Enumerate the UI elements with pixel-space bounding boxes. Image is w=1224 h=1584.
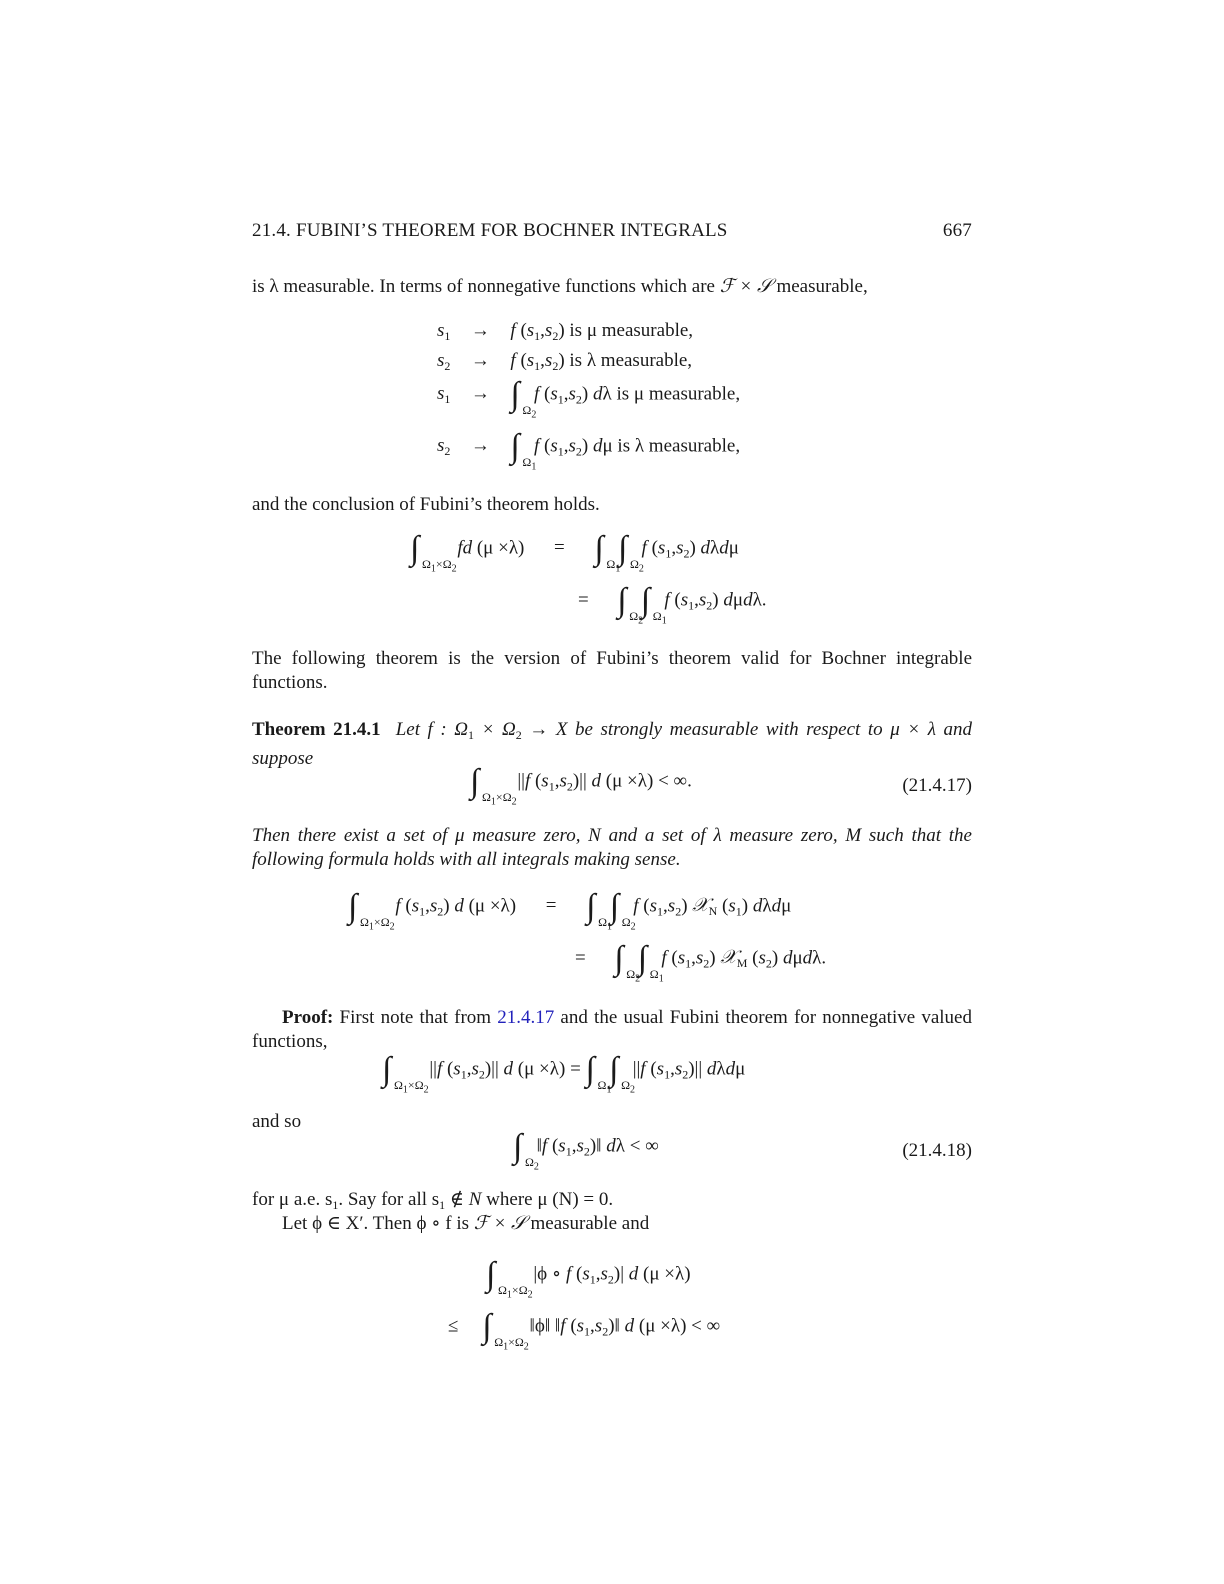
and-so-text: and so — [252, 1111, 302, 1132]
running-header — [252, 220, 972, 242]
theorem-equation-line-1: ∫ $\Omega_1\times\Omega_2$ f $(s_1,s_2)$ d (μ ×λ) = ∫ $\Omega_1$ ∫ $\Omega_2$ f $(s_1,s_2)$ 𝒳$_N$ $(s_1)$ dλdμ — [348, 888, 792, 933]
list-row-4: $s_2$ → ∫ $\Omega_1$ f $(s_1,s_2)$ dμ is λ measurable, — [437, 428, 741, 473]
theorem-label: Theorem 21.4.1 — [252, 719, 381, 740]
measurable-and-text: measurable and — [525, 1213, 650, 1234]
equation-21-4-18: ∫ $\Omega_2$ ‖f $(s_1,s_2)‖$ dλ < ∞ — [513, 1128, 659, 1173]
theorem-then-text: Then there exist a set of μ measure zero, N and a set of λ measure zero, M such that the following formula holds with all integrals making sense. — [252, 825, 972, 870]
let-line-text: Let ϕ ∈ X′. Then ϕ ∘ f is — [282, 1213, 474, 1234]
paragraph-intro — [252, 275, 972, 299]
fubini-equation-line-1: ∫ $\Omega_1\times\Omega_2$ fd (μ ×λ) = ∫ $\Omega_1$ ∫ $\Omega_2$ f $(s_1,s_2)$ dλdμ — [410, 530, 739, 575]
list-row-2: $s_2 \to f$ $(s_1,s_2)$ is λ measurable, — [437, 350, 693, 373]
proof-paragraph — [252, 1006, 972, 1054]
section-title: 21.4. FUBINI’S THEOREM FOR BOCHNER INTEGRALS — [252, 220, 728, 241]
theorem-statement: Theorem 21.4.1 Let f : $\Omega_1 \times \Omega_2 \to X$ be strongly measurable with respect to μ × λ and suppose — [252, 719, 972, 769]
paragraph-conclusion: and the conclusion of Fubini’s theorem holds. — [252, 494, 600, 515]
list-row-1-text: is μ measurable, — [569, 320, 694, 341]
proof-equation-2-line-1: ∫ $\Omega_1\times\Omega_2$ |ϕ ∘ f $(s_1,s_2)|$ d (μ ×λ) — [486, 1256, 691, 1301]
proof-text-a: First note that from — [333, 1007, 498, 1028]
equation-21-4-17: ∫ $\Omega_1\times\Omega_2$ ||f $(s_1,s_2)||$ d (μ ×λ) < ∞. — [470, 763, 692, 808]
equation-ref-link[interactable]: 21.4.17 — [497, 1007, 555, 1028]
list-row-4-text: is λ measurable, — [617, 435, 741, 457]
proof-equation-1: ∫ $\Omega_1\times\Omega_2$ ||f $(s_1,s_2)||$ d (μ ×λ) = ∫ $\Omega_1$ ∫ $\Omega_2$ ||f $(s_1,s_2)||$ dλdμ — [382, 1051, 746, 1096]
where-text: where μ (N) = 0. — [481, 1189, 614, 1210]
list-row-1: $s_1 \to f$ $(s_1,s_2)$ is μ measurable, — [437, 320, 694, 343]
sigma-algebra-product-2: ℱ × 𝒮 — [473, 1213, 526, 1234]
for-line-text: for μ a.e. s — [252, 1189, 333, 1210]
proof-equation-2-line-2: ≤ ∫ $\Omega_1\times\Omega_2$ ‖ϕ‖ ‖f $(s_1,s_2)‖$ d (μ ×λ) < ∞ — [448, 1308, 721, 1353]
list-row-3-text: is μ measurable, — [616, 383, 741, 405]
list-row-2-text: is λ measurable, — [569, 350, 693, 371]
theorem-text-b: be strongly measurable with respect to μ × λ and suppose — [252, 719, 972, 769]
theorem-text-a: Let f : Ω — [395, 719, 469, 740]
theorem-equation-line-2: = ∫ $\Omega_2$ ∫ $\Omega_1$ f $(s_1,s_2)$ 𝒳$_M$ $(s_2)$ dμdλ. — [575, 940, 827, 985]
page-number: 667 — [942, 220, 972, 241]
intro-text-a: is λ measurable. In terms of nonnegative functions which are — [252, 276, 720, 297]
fubini-equation-line-2: = ∫ $\Omega_2$ ∫ $\Omega_1$ f $(s_1,s_2)$ dμdλ. — [578, 582, 767, 627]
equation-number-21-4-17: (21.4.17) — [902, 775, 972, 796]
intro-text-b: measurable, — [771, 276, 868, 297]
equation-number-21-4-18: (21.4.18) — [902, 1140, 972, 1161]
list-row-3: $s_1$ → ∫ $\Omega_2$ f $(s_1,s_2)$ dλ is μ measurable, — [437, 376, 741, 421]
say-line-text: . Say for all s — [338, 1189, 440, 1210]
let-phi-line — [252, 1212, 972, 1236]
paragraph-following-theorem: The following theorem is the version of Fubini’s theorem valid for Bochner integrable functions. — [252, 648, 972, 693]
proof-text-b: and the usual Fubini theorem for nonnegative valued functions, — [252, 1007, 972, 1052]
sigma-algebra-product: ℱ × 𝒮 — [719, 276, 772, 297]
for-mu-ae-line: for μ a.e. $s_1$. Say for all $s_1$ ∉ N where μ (N) = 0. — [252, 1189, 614, 1212]
proof-label: Proof: — [282, 1007, 334, 1028]
